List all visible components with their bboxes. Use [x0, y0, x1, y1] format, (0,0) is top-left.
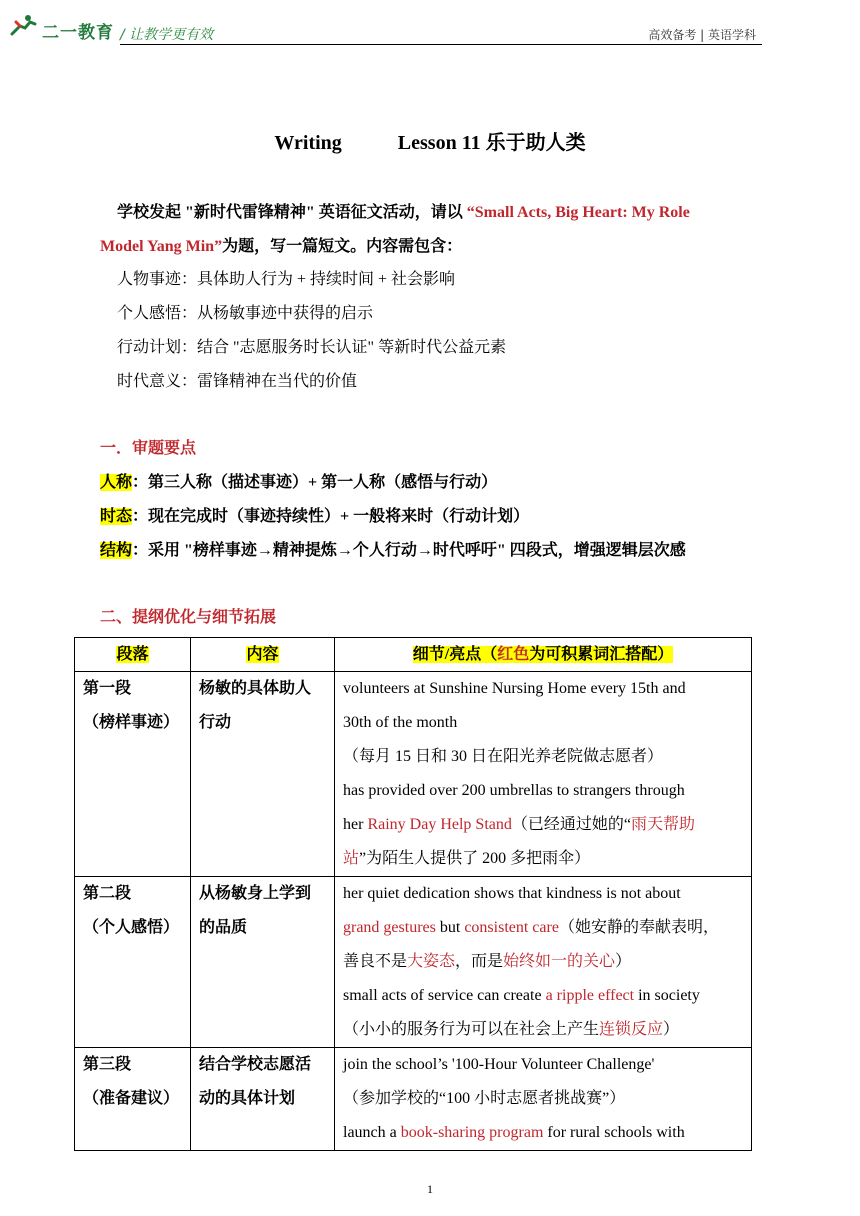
- detail-text: ）: [663, 1021, 680, 1038]
- detail-line: [343, 808, 743, 842]
- vocab-highlight: 始终如一的关心: [503, 953, 616, 970]
- detail-text: volunteers at Sunshine Nursing Home every 15th and: [343, 680, 686, 697]
- detail-text: small acts of service can create: [343, 987, 546, 1004]
- c2: [191, 1048, 335, 1151]
- prompt-item: 个人感悟：从杨敏事迹中获得的启示: [117, 305, 374, 322]
- detail-line: [343, 672, 743, 706]
- key-point: [100, 507, 529, 527]
- key-point-text: ：现在完成时（事迹持续性）+ 一般将来时（行动计划）: [132, 508, 530, 525]
- c3: [335, 672, 752, 877]
- header-label-red: 红色: [497, 646, 530, 663]
- c1: [75, 877, 191, 1048]
- prompt-item: 人物事迹：具体助人行为 + 持续时间 + 社会影响: [117, 271, 456, 288]
- cell-line: 第二段: [83, 885, 132, 902]
- cell-line: （榜样事迹）: [83, 714, 180, 731]
- header-subject: 高效备考 | 英语学科: [648, 28, 756, 42]
- key-point: [100, 541, 686, 561]
- cell-line: 第一段: [83, 680, 132, 697]
- detail-line: [343, 1048, 743, 1082]
- brand-slogan: / 让教学更有效: [120, 27, 214, 43]
- cell-line: （准备建议）: [83, 1090, 180, 1107]
- detail-text: 30th of the month: [343, 714, 458, 731]
- detail-text: launch a: [343, 1124, 401, 1141]
- detail-text: （参加学校的“100 小时志愿者挑战赛”）: [343, 1090, 626, 1107]
- vocab-highlight: 连锁反应: [599, 1021, 664, 1038]
- vocab-highlight: 站: [343, 850, 360, 867]
- cell-line: 行动: [199, 714, 232, 731]
- detail-text: （小小的服务行为可以在社会上产生: [343, 1021, 600, 1038]
- detail-line: [343, 706, 743, 740]
- detail-line: [343, 877, 743, 911]
- c1: [75, 672, 191, 877]
- vocab-highlight: 大姿态: [407, 953, 456, 970]
- header-paragraph: [75, 638, 191, 672]
- vocab-highlight: consistent care: [464, 919, 559, 936]
- cell-line: 结合学校志愿活: [199, 1056, 312, 1073]
- brand-name: 二一教育: [42, 23, 114, 43]
- detail-text: ）: [615, 953, 632, 970]
- cell-line: 从杨敏身上学到: [199, 885, 312, 902]
- header-label: 内容: [246, 646, 279, 663]
- key-point-label: 时态: [100, 508, 133, 525]
- header-details: [335, 638, 752, 672]
- vocab-highlight: 雨天帮助: [630, 816, 695, 833]
- key-point: [100, 473, 497, 493]
- detail-text: for rural schools with: [543, 1124, 685, 1141]
- cell-line: 动的具体计划: [199, 1090, 296, 1107]
- header-content: [191, 638, 335, 672]
- key-point-text: ：采用 "榜样事迹→精神提炼→个人行动→时代呼吁" 四段式，增强逻辑层次感: [132, 542, 686, 559]
- page-number: 1: [427, 1182, 433, 1196]
- detail-text: ”为陌生人提供了 200 多把雨伞）: [359, 850, 591, 867]
- prompt-topic: “Small Acts, Big Heart: My Role: [466, 204, 690, 221]
- outline-table: [74, 637, 752, 1151]
- detail-text: join the school’s '100-Hour Volunteer Challenge': [343, 1056, 655, 1073]
- vocab-highlight: a ripple effect: [545, 987, 635, 1004]
- table-row: [75, 877, 752, 1048]
- detail-line: [343, 774, 743, 808]
- detail-text: but: [435, 919, 465, 936]
- key-point-label: 人称: [100, 474, 133, 491]
- prompt-item: 行动计划：结合 "志愿服务时长认证" 等新时代公益元素: [117, 339, 507, 356]
- runner-logo-icon: [8, 14, 38, 36]
- header-label-part: 细节/亮点（: [412, 646, 498, 663]
- header-label: 段落: [116, 646, 149, 663]
- detail-text: her quiet dedication shows that kindness is not about: [343, 885, 681, 902]
- c3: [335, 877, 752, 1048]
- header-label: [413, 646, 673, 663]
- detail-line: [343, 911, 743, 945]
- cell-line: 第三段: [83, 1056, 132, 1073]
- header-label-part: 为可积累词汇搭配）: [529, 646, 674, 663]
- detail-text: （每月 15 日和 30 日在阳光养老院做志愿者）: [343, 748, 664, 765]
- vocab-highlight: grand gestures: [343, 919, 436, 936]
- detail-text: ，而是: [455, 953, 504, 970]
- prompt-topic-cont: Model Yang Min”: [100, 238, 223, 255]
- header-divider: [120, 44, 762, 45]
- detail-line: [343, 740, 743, 774]
- c2: [191, 672, 335, 877]
- detail-text: （已经通过她的“: [511, 816, 631, 833]
- c2: [191, 877, 335, 1048]
- detail-text: in society: [634, 987, 700, 1004]
- key-point-label: 结构: [100, 542, 133, 559]
- page-title: [0, 126, 860, 155]
- cell-line: 的品质: [199, 919, 248, 936]
- c1: [75, 1048, 191, 1151]
- prompt-line-1: [117, 203, 690, 223]
- detail-line: [343, 945, 743, 979]
- table-row: [75, 672, 752, 877]
- prompt-line-2: [100, 237, 462, 257]
- section-heading-2: 二、提纲优化与细节拓展: [100, 609, 277, 626]
- cell-line: （个人感悟）: [83, 919, 180, 936]
- table-header-row: [75, 638, 752, 672]
- prompt-item: 时代意义：雷锋精神在当代的价值: [117, 373, 358, 390]
- detail-line: [343, 1082, 743, 1116]
- prompt-text: 学校发起 "新时代雷锋精神" 英语征文活动，请以: [117, 204, 467, 221]
- prompt-text-cont: 为题，写一篇短文。内容需包含：: [222, 238, 463, 255]
- c3: [335, 1048, 752, 1151]
- detail-text: has provided over 200 umbrellas to strangers through: [343, 782, 685, 799]
- vocab-highlight: book-sharing program: [400, 1124, 544, 1141]
- detail-line: [343, 842, 743, 876]
- section-heading-1: 一．审题要点: [100, 440, 197, 457]
- table-row: [75, 1048, 752, 1151]
- title-writing: Writing: [274, 132, 342, 154]
- page-header: [0, 0, 860, 48]
- detail-line: [343, 1013, 743, 1047]
- detail-text: 善良不是: [343, 953, 408, 970]
- detail-text: her: [343, 816, 368, 833]
- detail-line: [343, 979, 743, 1013]
- cell-line: 杨敏的具体助人: [199, 680, 312, 697]
- detail-text: （她安静的奉献表明，: [558, 919, 719, 936]
- vocab-highlight: Rainy Day Help Stand: [367, 816, 512, 833]
- key-point-text: ：第三人称（描述事迹）+ 第一人称（感悟与行动）: [132, 474, 498, 491]
- title-lesson: Lesson 11 乐于助人类: [397, 132, 586, 154]
- detail-line: [343, 1116, 743, 1150]
